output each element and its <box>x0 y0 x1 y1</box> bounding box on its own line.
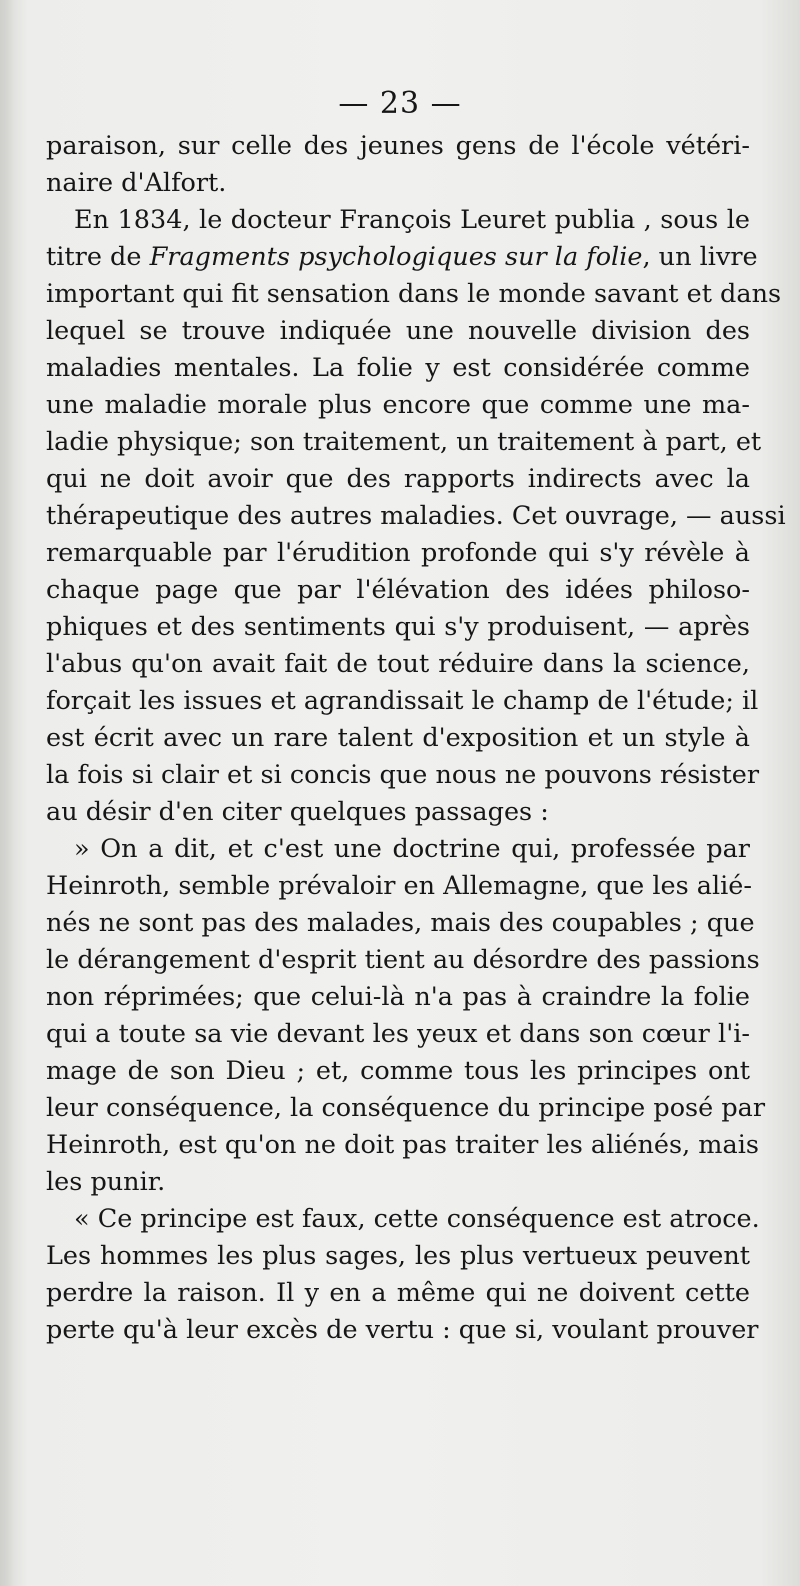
page-number: — 23 — <box>338 86 462 121</box>
text-line: important qui fit sensation dans le monde savant et dans <box>46 279 782 309</box>
text-line: mage de son Dieu ; et, comme tous les principes ont <box>46 1056 750 1086</box>
text-line: En 1834, le docteur François Leuret publia , sous le <box>74 205 750 235</box>
body-text <box>46 128 786 1349</box>
text-line-with-title <box>46 239 758 276</box>
text-line: naire d'Alfort. <box>46 168 227 198</box>
page-edge-shadow <box>0 0 14 1586</box>
text-line: au désir d'en citer quelques passages : <box>46 797 549 827</box>
text-line: phiques et des sentiments qui s'y produisent, — après <box>46 612 750 642</box>
text-line: ladie physique; son traitement, un traitement à part, et <box>46 427 762 457</box>
text-line: remarquable par l'érudition profonde qui s'y révèle à <box>46 538 750 568</box>
text-line: chaque page que par l'élévation des idées philoso- <box>46 575 750 605</box>
text-line: les punir. <box>46 1167 166 1197</box>
text-segment: titre de <box>46 242 150 272</box>
text-line: la fois si clair et si concis que nous ne pouvons résister <box>46 760 760 790</box>
text-line: Heinroth, semble prévaloir en Allemagne, que les alié- <box>46 871 753 901</box>
text-line: l'abus qu'on avait fait de tout réduire dans la science, <box>46 649 750 679</box>
text-segment: , un livre <box>642 242 758 272</box>
text-line: perdre la raison. Il y en a même qui ne doivent cette <box>46 1278 750 1308</box>
text-line: Les hommes les plus sages, les plus vertueux peuvent <box>46 1241 750 1271</box>
text-line: une maladie morale plus encore que comme une ma- <box>46 390 750 420</box>
text-line: non réprimées; que celui-là n'a pas à craindre la folie <box>46 982 750 1012</box>
text-line: paraison, sur celle des jeunes gens de l'école vétéri- <box>46 131 750 161</box>
text-line: est écrit avec un rare talent d'exposition et un style à <box>46 723 750 753</box>
text-line: nés ne sont pas des malades, mais des coupables ; que <box>46 908 755 938</box>
text-line: qui ne doit avoir que des rapports indirects avec la <box>46 464 750 494</box>
text-line: » On a dit, et c'est une doctrine qui, professée par <box>74 834 750 864</box>
text-line: le dérangement d'esprit tient au désordre des passions <box>46 945 760 975</box>
text-line: lequel se trouve indiquée une nouvelle division des <box>46 316 750 346</box>
text-line: Heinroth, est qu'on ne doit pas traiter les aliénés, mais <box>46 1130 759 1160</box>
text-line: leur conséquence, la conséquence du principe posé par <box>46 1093 766 1123</box>
book-title: Fragments psychologiques sur la folie <box>149 242 643 272</box>
text-line: qui a toute sa vie devant les yeux et dans son cœur l'i- <box>46 1019 750 1049</box>
text-line: forçait les issues et agrandissait le champ de l'étude; il <box>46 686 759 716</box>
text-line: maladies mentales. La folie y est considérée comme <box>46 353 750 383</box>
text-line: thérapeutique des autres maladies. Cet ouvrage, — aussi <box>46 501 786 531</box>
text-line: perte qu'à leur excès de vertu : que si, voulant prouver <box>46 1315 759 1345</box>
text-line: « Ce principe est faux, cette conséquence est atroce. <box>74 1204 760 1234</box>
